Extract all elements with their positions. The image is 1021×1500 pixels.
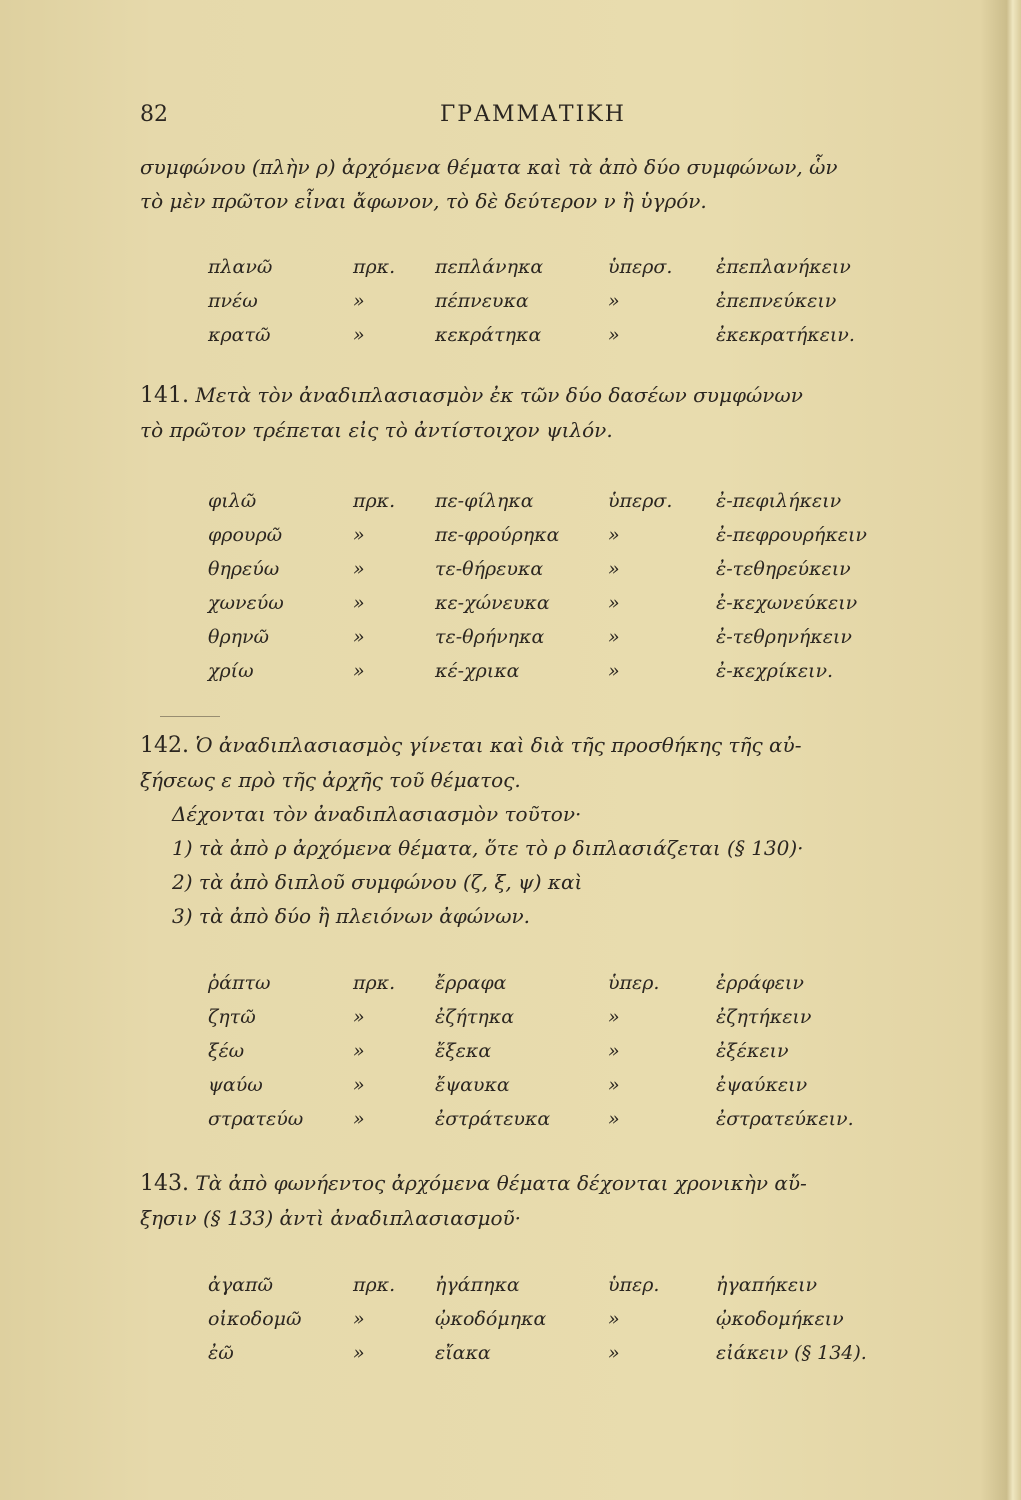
table-row: ξέω » ἔξεκα » ἐξέκειν: [208, 1040, 789, 1062]
table-row: θρηνῶ » τε-θρήνηκα » ἐ-τεθρηνήκειν: [208, 626, 852, 648]
table-row: ζητῶ » ἐζήτηκα » ἐζητήκειν: [208, 1006, 812, 1028]
table-row: χωνεύω » κε-χώνευκα » ἐ-κεχωνεύκειν: [208, 592, 858, 614]
conjugation-table-3: [208, 972, 908, 1142]
text-line: 142. Ὁ ἀναδιπλασιασμὸς γίνεται καὶ διὰ τῆς προσθήκης τῆς αὐ-: [140, 733, 802, 758]
section-number: 143.: [140, 1171, 189, 1196]
conjugation-table-4: [208, 1274, 908, 1376]
list-item: 2) τὰ ἀπὸ διπλοῦ συμφώνου (ζ, ξ, ψ) καὶ: [172, 870, 583, 894]
text-line: τὸ μὲν πρῶτον εἶναι ἄφωνον, τὸ δὲ δεύτερον ν ἢ ὑγρόν.: [140, 189, 707, 213]
table-row: θηρεύω » τε-θήρευκα » ἐ-τεθηρεύκειν: [208, 558, 851, 580]
ink-mark: [160, 716, 220, 717]
page-number: 82: [140, 102, 168, 127]
table-row: κρατῶ » κεκράτηκα » ἐκεκρατήκειν.: [208, 324, 855, 346]
text-line: 141. Μετὰ τὸν ἀναδιπλασιασμὸν ἐκ τῶν δύο δασέων συμφώνων: [140, 383, 803, 408]
intro-paragraph: [140, 150, 920, 218]
table-row: οἰκοδομῶ » ᾠκοδόμηκα » ᾠκοδομήκειν: [208, 1308, 844, 1330]
table-row: πλανῶ πρκ. πεπλάνηκα ὑπερσ. ἐπεπλανήκειν: [208, 256, 851, 278]
section-number: 142.: [140, 733, 189, 758]
text-line: ξησιν (§ 133) ἀντὶ ἀναδιπλασιασμοῦ·: [140, 1206, 522, 1230]
table-row: στρατεύω » ἐστράτευκα » ἐστρατεύκειν.: [208, 1108, 854, 1130]
running-title: ΓΡΑΜΜΑΤΙΚΗ: [440, 102, 626, 127]
table-row: πνέω » πέπνευκα » ἐπεπνεύκειν: [208, 290, 837, 312]
table-row: χρίω » κέ-χρικα » ἐ-κεχρίκειν.: [208, 660, 834, 682]
conjugation-table-1: [208, 256, 908, 358]
table-row: ἀγαπῶ πρκ. ἠγάπηκα ὑπερ. ἠγαπήκειν: [208, 1274, 818, 1296]
table-row: φρουρῶ » πε-φρούρηκα » ἐ-πεφρουρήκειν: [208, 524, 867, 546]
text-line: συμφώνου (πλὴν ρ) ἀρχόμενα θέματα καὶ τὰ ἀπὸ δύο συμφώνων, ὧν: [140, 155, 838, 179]
table-row: ῥάπτω πρκ. ἔρραφα ὑπερ. ἐρράφειν: [208, 972, 804, 994]
list-item: 1) τὰ ἀπὸ ρ ἀρχόμενα θέματα, ὅτε τὸ ρ διπλασιάζεται (§ 130)·: [172, 836, 804, 860]
table-row: φιλῶ πρκ. πε-φίληκα ὑπερσ. ἐ-πεφιλήκειν: [208, 490, 842, 512]
section-141: [140, 378, 920, 447]
page-header: [0, 100, 1021, 140]
text-line: Δέχονται τὸν ἀναδιπλασιασμὸν τοῦτον·: [172, 802, 582, 826]
section-143: [140, 1166, 920, 1235]
text-line: 143. Τὰ ἀπὸ φωνήεντος ἀρχόμενα θέματα δέχονται χρονικὴν αὔ-: [140, 1171, 807, 1196]
conjugation-table-2: [208, 490, 908, 694]
table-row: ψαύω » ἔψαυκα » ἐψαύκειν: [208, 1074, 808, 1096]
table-row: ἐῶ » εἴακα » εἰάκειν (§ 134).: [208, 1342, 867, 1364]
text-line: ξήσεως ε πρὸ τῆς ἀρχῆς τοῦ θέματος.: [140, 768, 521, 792]
section-142: [140, 728, 920, 933]
list-item: 3) τὰ ἀπὸ δύο ἢ πλειόνων ἀφώνων.: [172, 904, 531, 928]
section-number: 141.: [140, 383, 189, 408]
text-line: τὸ πρῶτον τρέπεται εἰς τὸ ἀντίστοιχον ψιλόν.: [140, 418, 613, 442]
